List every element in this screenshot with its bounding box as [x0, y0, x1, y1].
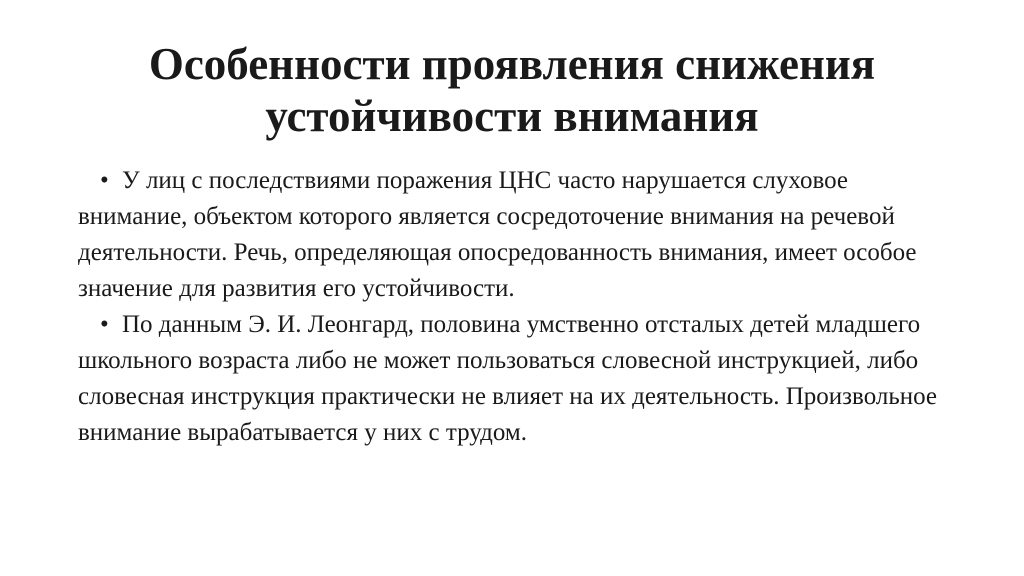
bullet-dot-icon: •: [100, 167, 109, 194]
bullet-text: По данным Э. И. Леонгард, половина умственно отсталых детей младшего школьного возраста либо не может пользоваться словесной инструкцией, либо словесная инструкция практически не влияет на их деятельность. Произвольное внимание вырабатывается у них с трудом.: [78, 311, 938, 446]
bullet-dot-icon: •: [100, 311, 109, 338]
bullet-item: [78, 307, 958, 451]
bullet-item: [78, 163, 958, 307]
bullet-list: [78, 163, 958, 451]
bullet-text: У лиц с последствиями поражения ЦНС часто нарушается слуховое внимание, объектом которого является сосредоточение внимания на речевой деятельности. Речь, определяющая опосредованность внимания, имеет особое значение для развития его устойчивости.: [78, 167, 917, 302]
slide-title: Особенности проявления снижения устойчивости внимания: [148, 39, 876, 141]
